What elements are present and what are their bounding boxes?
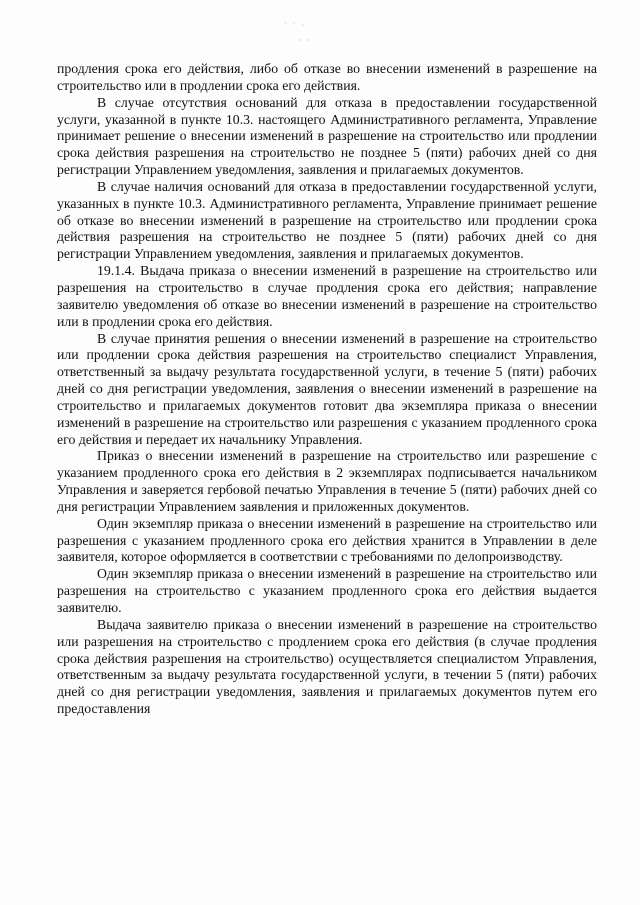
scan-speck: · · bbox=[298, 36, 312, 45]
paragraph-copy-issued: Один экземпляр приказа о внесении изменений в разрешение на строительство или разрешения на строительство с указанием продленного срока его действия выдается заявителю. bbox=[57, 566, 597, 615]
paragraph-issuance: Выдача заявителю приказа о внесении изменений в разрешение на строительство или разрешения на строительство с продлением срока его действия (в случае продления срока действия разрешения на строительство) осуществляется специалистом Управления, ответственным за выдачу результата государственной услуги, в течении 5 (пяти) рабочих дней со дня регистрации уведомления, заявления и прилагаемых документов путем его предоставления bbox=[57, 616, 597, 717]
paragraph-copy-kept: Один экземпляр приказа о внесении изменений в разрешение на строительство или разрешения с указанием продленного срока его действия хранится в Управлении в деле заявителя, которое оформляется в соответствии с требованиями по делопроизводству. bbox=[57, 515, 597, 565]
paragraph-no-grounds: В случае отсутствия оснований для отказа в предоставлении государственной услуги, указанной в пункте 10.3. настоящего Административного регламента, Управление принимает решение о внесении изменений в разрешение на строительство или продлении срока действия разрешения на строительство не позднее 5 (пяти) рабочих дней со дня регистрации Управлением уведомления, заявления и прилагаемых документов. bbox=[57, 94, 597, 178]
paragraph-section-19-1-4: 19.1.4. Выдача приказа о внесении изменений в разрешение на строительство или разрешения на строительство в случае продления срока его действия; направление заявителю уведомления об отказе во внесении изменений в разрешение на строительство или в продлении срока его действия. bbox=[57, 263, 597, 329]
scan-speck: ˙ ˙ · bbox=[284, 21, 306, 30]
paragraph-continuation: продления срока его действия, либо об отказе во внесении изменений в разрешение на строительство или в продлении срока его действия. bbox=[57, 61, 597, 93]
paragraph-order-signed: Приказ о внесении изменений в разрешение на строительство или разрешение с указанием продленного срока его действия в 2 экземплярах подписывается начальником Управления и заверяется гербовой печатью Управления в течение 5 (пяти) рабочих дней со дня регистрации Управлением заявления и приложенных документов. bbox=[57, 448, 597, 514]
paragraph-grounds-for-refusal: В случае наличия оснований для отказа в предоставлении государственной услуги, указанных в пункте 10.3. Административного регламента, Управление принимает решение об отказе во внесении изменений в разрешение на строительство или продлении срока действия разрешения на строительство не позднее 5 (пяти) рабочих дней со дня регистрации Управлением уведомления, заявления и прилагаемых документов. bbox=[57, 178, 597, 262]
paragraph-decision-accepted: В случае принятия решения о внесении изменений в разрешение на строительство или продлении срока действия разрешения на строительство специалист Управления, ответственный за выдачу результата государственной услуги, в течение 5 (пяти) рабочих дней со дня регистрации уведомления, заявления о внесении изменений в разрешение на строительство и прилагаемых документов готовит два экземпляра приказа о внесении изменений в разрешение на строительство или разрешения с указанием продленного срока его действия и передает их начальнику Управления. bbox=[57, 330, 597, 447]
